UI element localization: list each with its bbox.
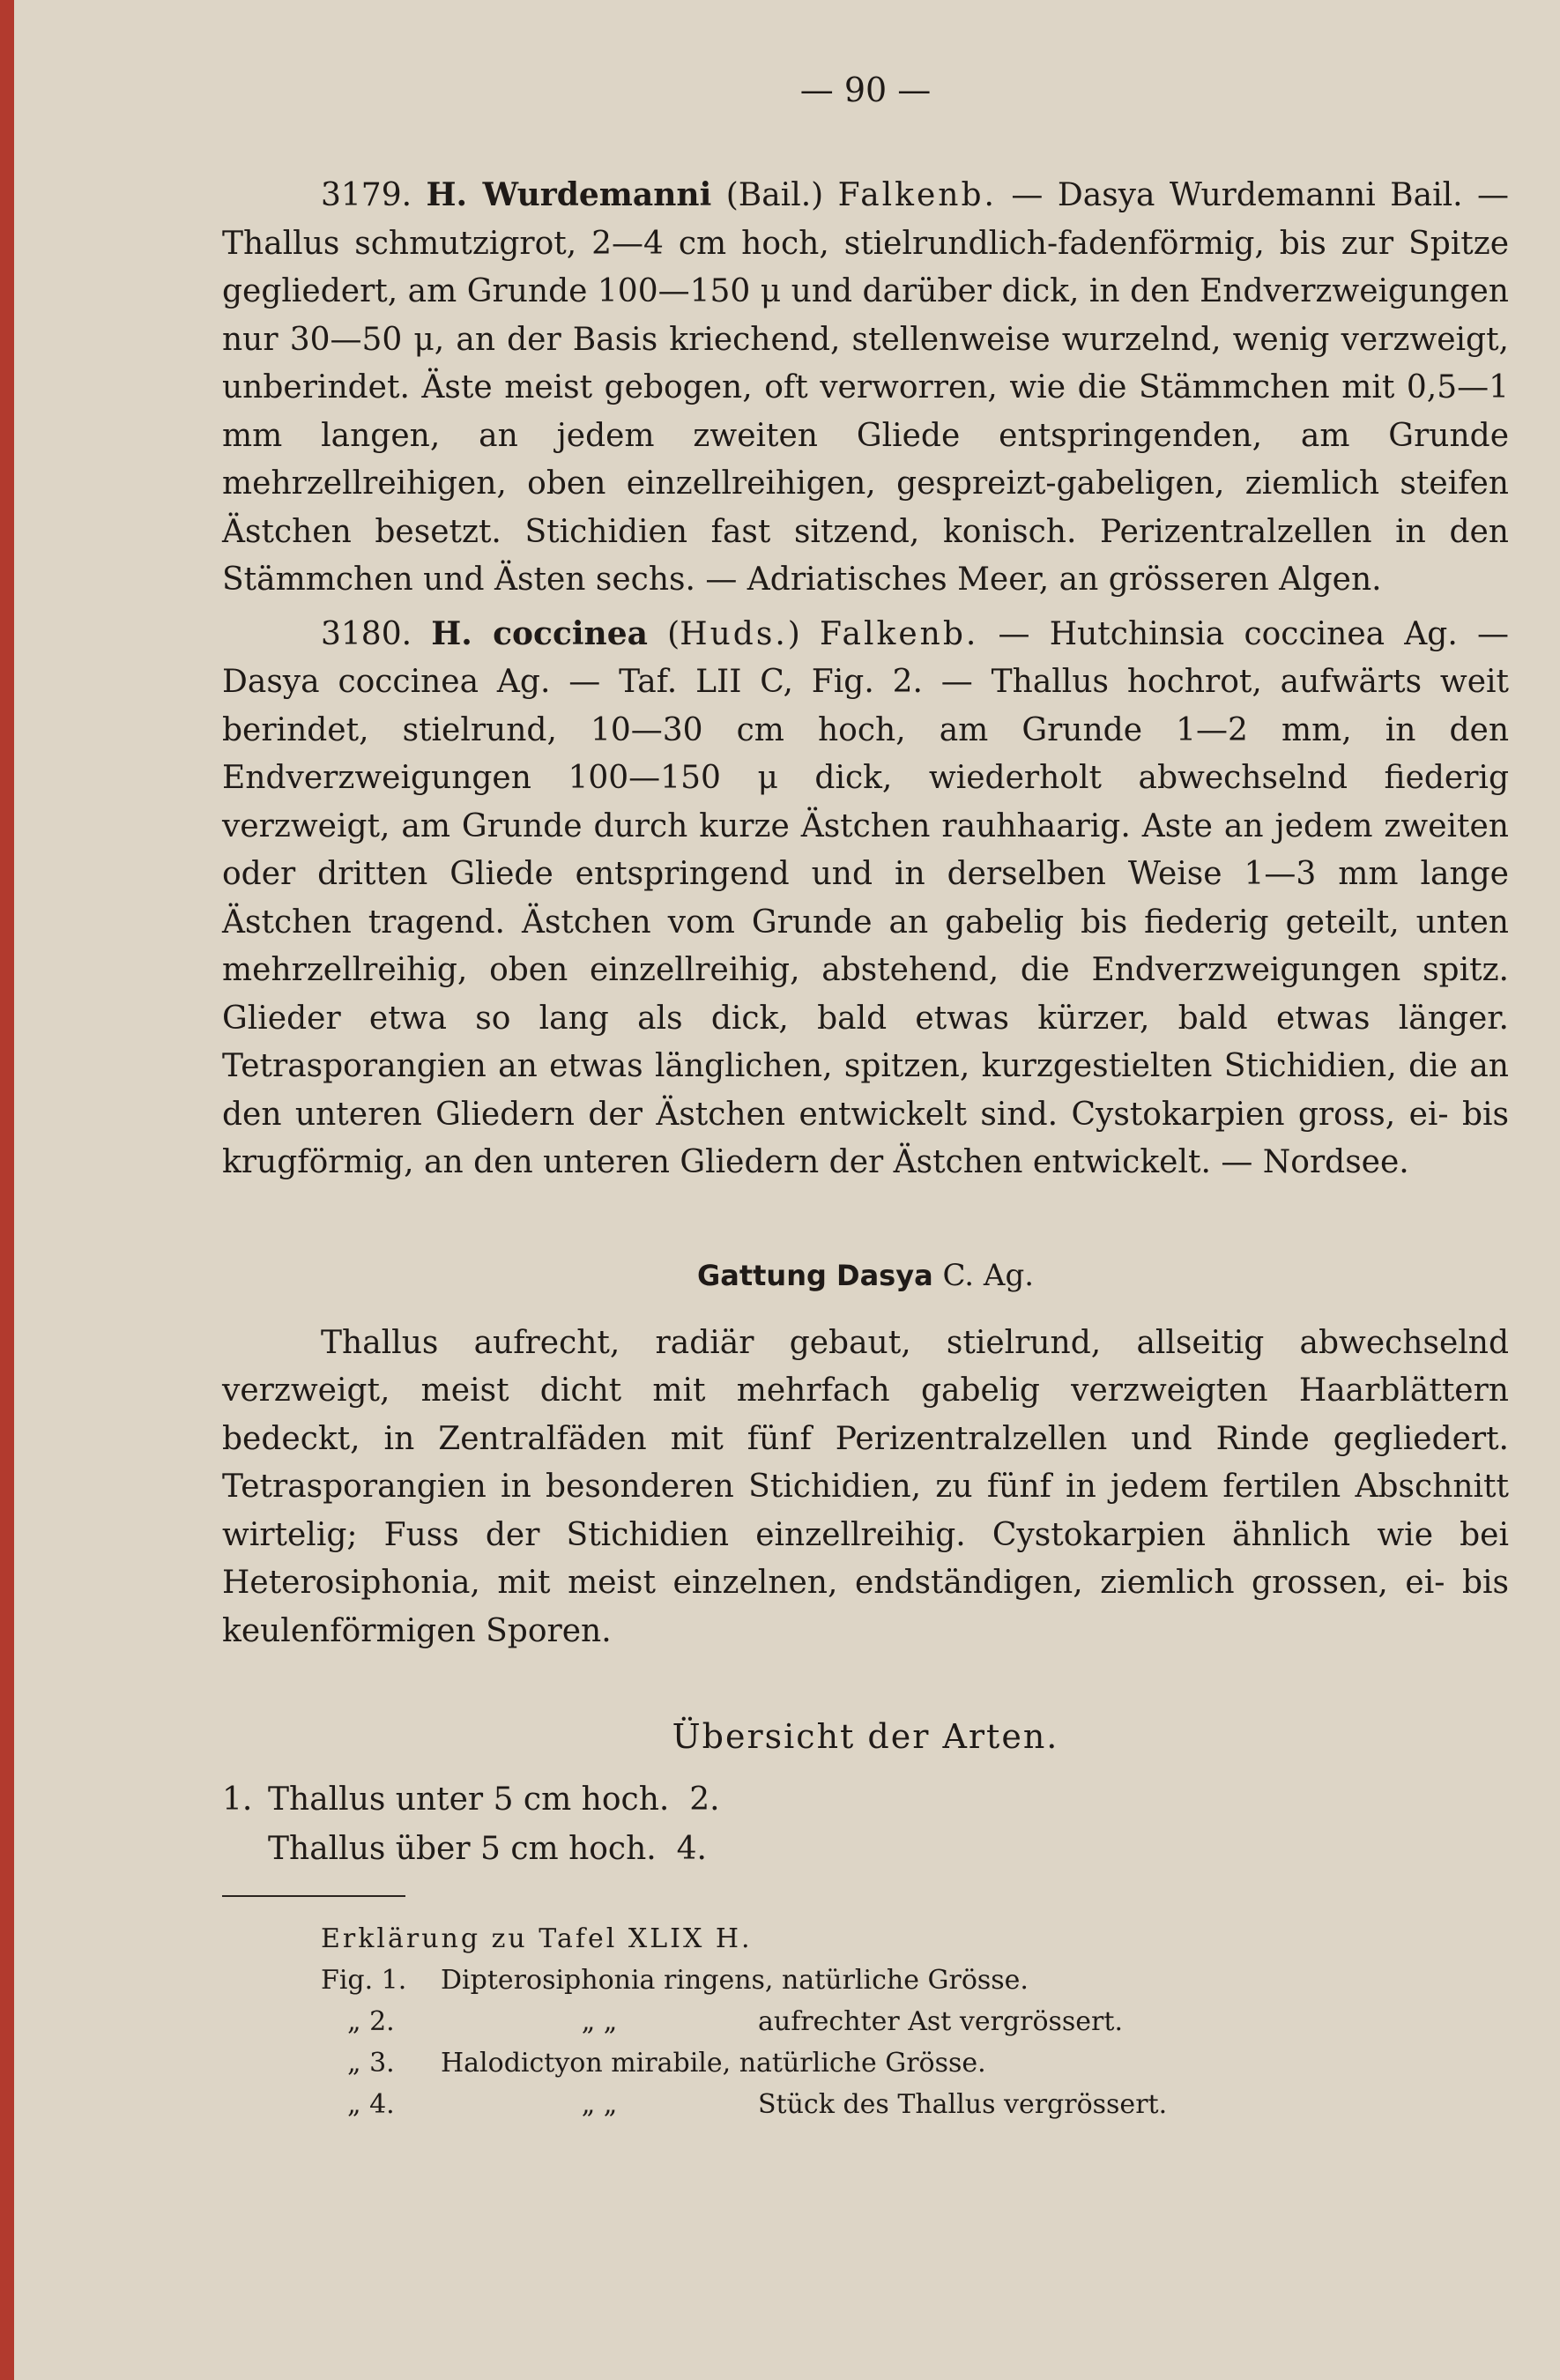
figure-caption [321, 2042, 1509, 2084]
entry-3179 [222, 171, 1509, 605]
ditto-marks: „ „ [581, 2089, 618, 2120]
figure-caption [321, 2001, 1509, 2042]
entry-number: 3180. [321, 615, 412, 652]
key-goto: 4. [676, 1831, 707, 1867]
plate-explanation [321, 1918, 1509, 2125]
overview-heading: Übersicht der Arten. [672, 1717, 1059, 1756]
species-name: H. Wurdemanni [426, 176, 712, 213]
figure-label: „ 2. [347, 2006, 395, 2037]
key-text: Thallus über 5 cm hoch. [268, 1831, 657, 1867]
figure-caption [321, 1960, 1509, 2001]
ditto-marks: „ „ [581, 2006, 618, 2037]
entry-number: 3179. [321, 177, 412, 213]
figure-text: aufrechter Ast vergrössert. [758, 2006, 1123, 2037]
figure-label: „ 4. [347, 2089, 395, 2120]
page-number: — 90 — [799, 71, 932, 109]
key-text: Thallus unter 5 cm hoch. [268, 1781, 670, 1818]
figure-caption [321, 2084, 1509, 2125]
figure-text: Halodictyon mirabile, natürliche Grösse. [441, 2048, 986, 2079]
species-authority: (Bail.) [711, 177, 838, 213]
entry-text: — Dasya Wurdemanni Bail. — Thallus schmutzigrot, 2—4 cm hoch, stielrundlich-fadenförmig, bis zur Spitze gegliedert, am Grunde 100—150 μ und darüber dick, in den Endverzweigungen nur 30—50 μ, an der Basis kriechend, stellenweise wurzelnd, wenig verzweigt, unberindet. Äste meist gebogen, oft verworren, wie die Stämmchen mit 0,5—1 mm langen, an jedem zweiten Gliede entspringenden, am Grunde mehrzellreihigen, oben einzellreihigen, gespreizt-gabeligen, ziemlich steifen Ästchen besetzt. Stichidien fast sitzend, konisch. Perizentralzellen in den Stämmchen und Ästen sechs. — Adriatisches Meer, an grösseren Algen. [222, 177, 1509, 598]
genus-label: Gattung Dasya [696, 1258, 933, 1292]
genus-heading [222, 1258, 1509, 1293]
key-goto: 2. [689, 1781, 720, 1818]
entry-text: — Hutchinsia coccinea Ag. — Dasya coccinea Ag. — Taf. LII C, Fig. 2. — Thallus hochrot, aufwärts weit berindet, stielrund, 10—30 cm hoch, am Grunde 1—2 mm, in den Endverzweigungen 100—150 μ dick, wiederholt abwechselnd fiederig verzweigt, am Grunde durch kurze Ästchen rauhhaarig. Aste an jedem zweiten oder dritten Gliede entspringend und in derselben Weise 1—3 mm lange Ästchen tragend. Ästchen vom Grunde an gabelig bis fiederig geteilt, unten mehrzellreihig, oben einzellreihig, abstehend, die Endverzweigungen spitz. Glieder etwa so lang als dick, bald etwas kürzer, bald etwas länger. Tetrasporangien an etwas länglichen, spitzen, kurzgestielten Stichidien, die an den unteren Gliedern der Ästchen entwickelt sind. Cystokarpien gross, ei- bis krugförmig, an den unteren Gliedern der Ästchen entwickelt. — Nordsee. [222, 615, 1509, 1180]
figure-label: Fig. 1. [321, 1965, 407, 1996]
figure-text: Dipterosiphonia ringens, natürliche Grösse. [441, 1965, 1029, 1996]
species-key [222, 1775, 1509, 1874]
footnote-divider [222, 1895, 405, 1897]
genus-authority: C. Ag. [932, 1257, 1035, 1293]
species-authority-b: ) [787, 615, 821, 652]
key-row [222, 1825, 1509, 1874]
species-authority: ( [647, 615, 680, 652]
genus-description: Thallus aufrecht, radiär gebaut, stielrund, allseitig abwechselnd verzweigt, meist dicht mit mehrfach gabelig verzweigten Haarblättern bedeckt, in Zentralfäden mit fünf Perizentralzellen und Rinde gegliedert. Tetrasporangien in besonderen Stichidien, zu fünf in jedem fertilen Abschnitt wirtelig; Fuss der Stichidien einzellreihig. Cystokarpien ähnlich wie bei Heterosiphonia, mit meist einzelnen, endständigen, ziemlich grossen, ei- bis keulenförmigen Sporen. [222, 1324, 1509, 1649]
figure-text: Stück des Thallus vergrössert. [758, 2089, 1168, 2120]
entry-3180 [222, 610, 1509, 1187]
species-author-a: Huds. [680, 615, 788, 652]
species-name: H. coccinea [431, 614, 648, 652]
figure-label: „ 3. [347, 2048, 395, 2079]
species-author: Falkenb. [837, 177, 997, 213]
key-number: 1. [222, 1781, 253, 1818]
page-content [222, 71, 1509, 2125]
species-author: Falkenb. [820, 615, 979, 652]
plate-explanation-title: Erklärung zu Tafel XLIX H. [321, 1923, 753, 1954]
key-row [222, 1775, 1509, 1825]
